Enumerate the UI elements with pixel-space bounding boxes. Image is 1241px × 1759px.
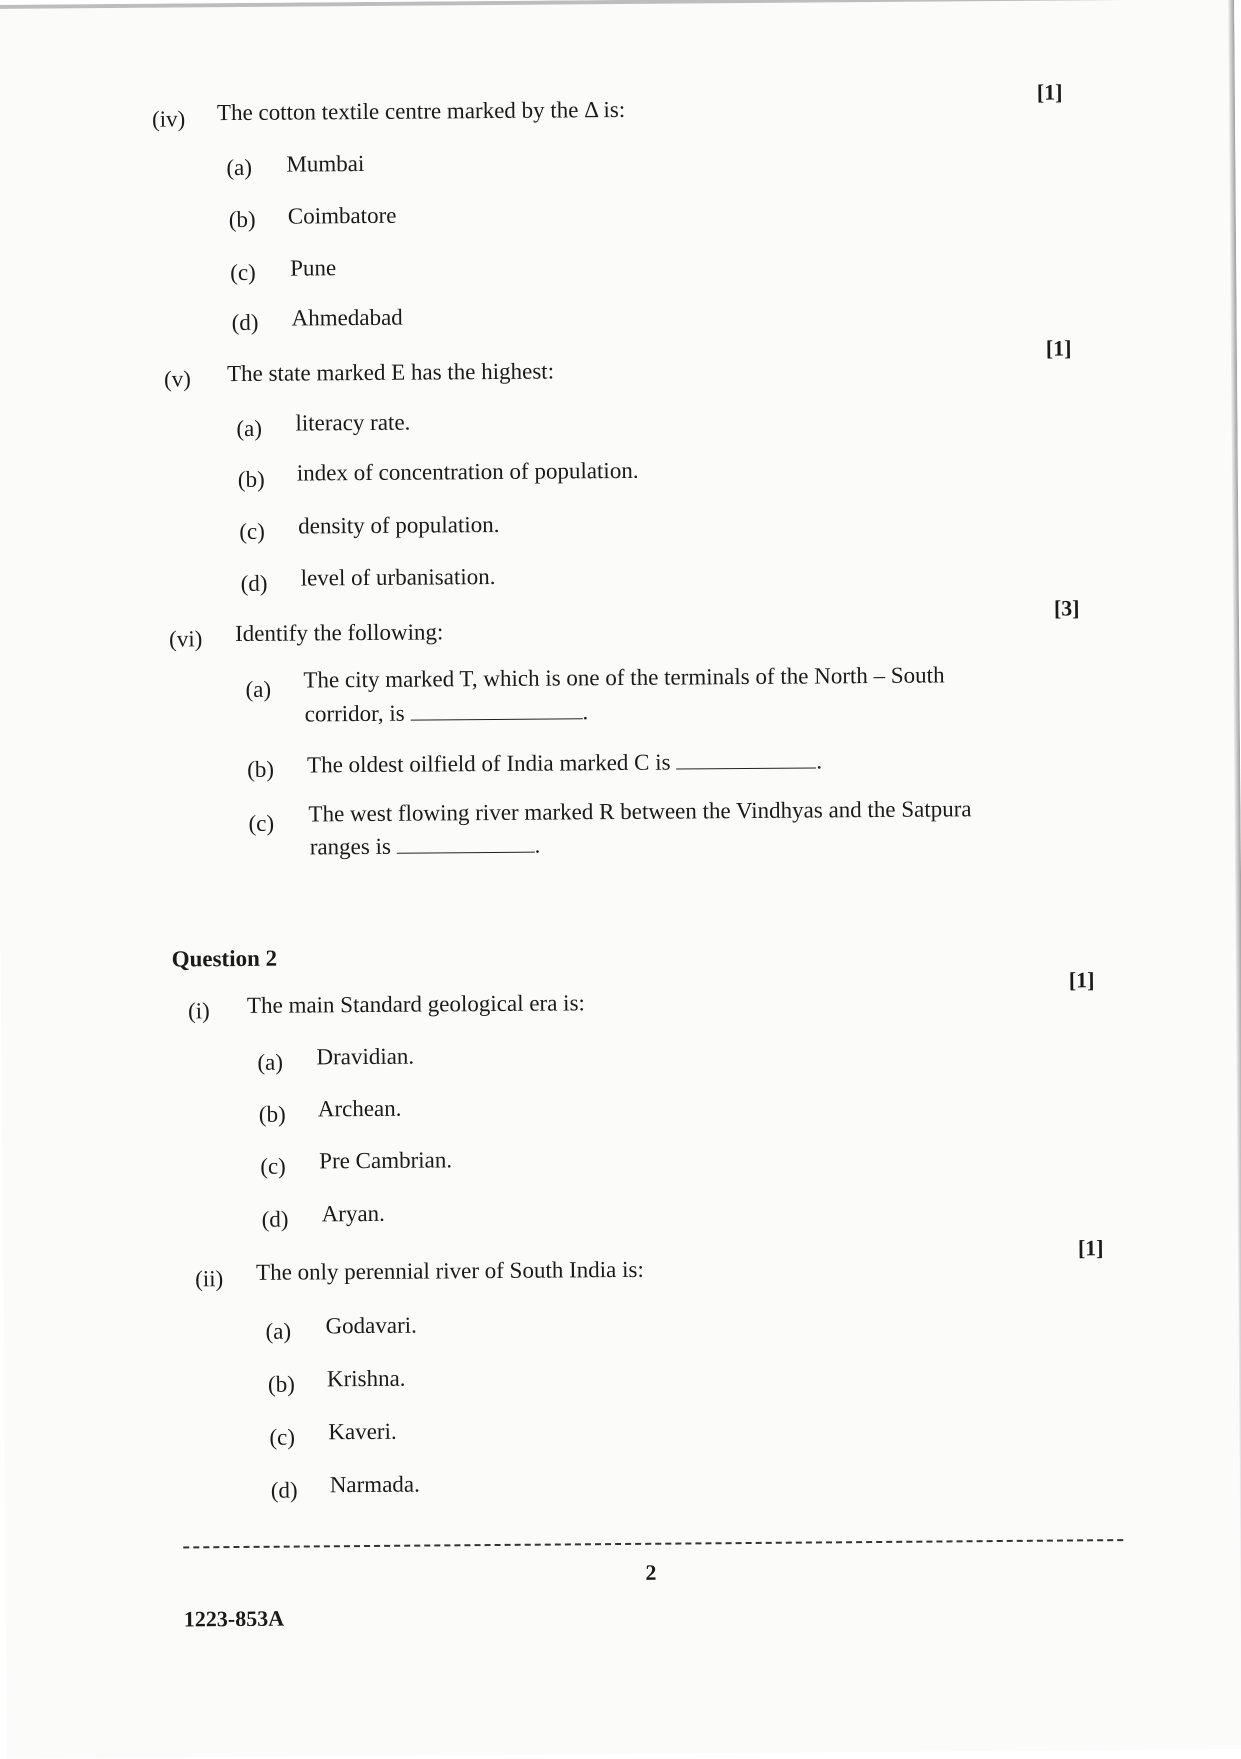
item-label: (b) — [247, 756, 275, 782]
option-text: literacy rate. — [295, 409, 411, 436]
item-text-line — [307, 747, 822, 779]
answer-blank — [410, 698, 582, 720]
answer-blank — [676, 747, 816, 769]
option-text: index of concentration of population. — [296, 457, 639, 486]
option-label: (b) — [258, 1101, 286, 1127]
punctuation: . — [534, 832, 541, 858]
option-text: Aryan. — [321, 1200, 385, 1227]
item-text: corridor, is — [304, 700, 405, 727]
option-text: Godavari. — [325, 1312, 417, 1339]
option-label: (d) — [270, 1477, 298, 1503]
marks-label: [1] — [1036, 79, 1063, 105]
item-text: ranges is — [309, 833, 391, 860]
page-number: 2 — [645, 1559, 657, 1585]
item-label: (c) — [248, 810, 275, 836]
option-text: Ahmedabad — [291, 304, 403, 331]
option-text: Pre Cambrian. — [319, 1147, 453, 1174]
question-heading: Question 2 — [171, 945, 278, 972]
scan-edge-top — [0, 0, 1234, 9]
question-number: (ii) — [195, 1266, 224, 1292]
question-stem: The state marked E has the highest: — [226, 358, 555, 387]
option-label: (b) — [237, 466, 265, 492]
item-text: The oldest oilfield of India marked C is — [307, 749, 671, 778]
option-label: (c) — [239, 518, 265, 544]
option-text: Coimbatore — [287, 202, 397, 229]
option-label: (d) — [231, 309, 259, 336]
option-text: Krishna. — [326, 1365, 406, 1392]
footer-divider — [183, 1539, 1123, 1548]
question-stem: Identify the following: — [234, 619, 444, 647]
option-text: Archean. — [317, 1095, 402, 1122]
option-label: (c) — [260, 1153, 286, 1179]
option-label: (c) — [230, 259, 256, 286]
option-label: (c) — [269, 1424, 296, 1450]
option-text: Mumbai — [286, 150, 365, 177]
option-label: (a) — [226, 154, 253, 181]
option-label: (b) — [267, 1371, 295, 1397]
marks-label: [1] — [1077, 1235, 1104, 1261]
scan-edge-right — [1228, 0, 1241, 1749]
item-text-continued — [305, 698, 589, 728]
item-text: The city marked T, which is one of the terminals of the North – South — [303, 662, 945, 693]
item-text: The west flowing river marked R between the Vindhyas and the Satpura — [308, 796, 972, 827]
option-text: Kaveri. — [328, 1418, 397, 1445]
option-text: level of urbanisation. — [300, 563, 496, 591]
option-label: (a) — [265, 1318, 292, 1344]
marks-label: [3] — [1053, 595, 1080, 621]
question-stem: The main Standard geological era is: — [246, 990, 585, 1018]
option-text: Narmada. — [329, 1471, 420, 1498]
item-label: (a) — [245, 676, 272, 702]
option-text: Dravidian. — [316, 1043, 415, 1070]
option-label: (d) — [261, 1206, 289, 1232]
marks-label: [1] — [1068, 967, 1095, 993]
punctuation: . — [582, 699, 589, 725]
option-text: density of population. — [298, 511, 500, 539]
option-label: (a) — [257, 1049, 284, 1075]
option-label: (a) — [236, 415, 263, 441]
question-number: (i) — [187, 998, 210, 1024]
question-number: (iv) — [151, 106, 186, 132]
marks-label: [1] — [1045, 335, 1072, 361]
punctuation: . — [816, 748, 823, 774]
question-stem: The only perennial river of South India is: — [255, 1256, 644, 1285]
answer-blank — [397, 832, 535, 854]
option-label: (d) — [240, 570, 268, 596]
paper-code: 1223-853A — [183, 1605, 285, 1632]
question-number: (vi) — [169, 626, 203, 652]
option-label: (b) — [228, 206, 256, 233]
question-stem: The cotton textile centre marked by the Δ is: — [216, 96, 626, 126]
option-text: Pune — [290, 255, 337, 281]
question-number: (v) — [163, 366, 192, 392]
item-text-continued — [310, 832, 541, 862]
